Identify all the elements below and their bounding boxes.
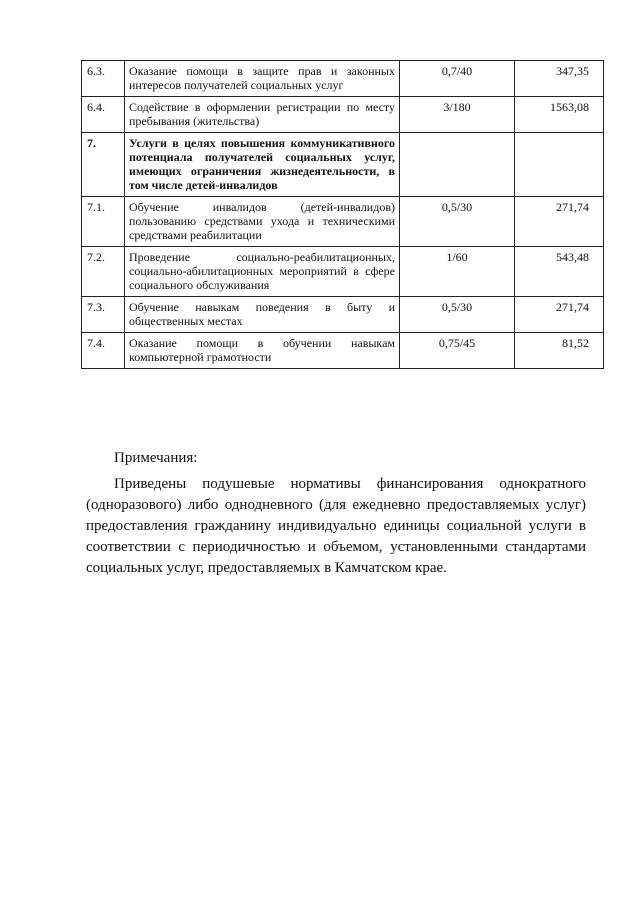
service-norm: 0,7/40 [400, 61, 515, 97]
service-name: Обучение навыкам поведения в быту и общественных местах [125, 297, 400, 333]
services-table [81, 60, 604, 369]
notes-paragraph: Приведены подушевые нормативы финансирования однократного (одноразового) либо однодневного (для ежедневно предоставляемых услуг) предоставления гражданину индивидуально единицы социальной услуги в соответствии с периодичностью и объемом, установленными стандартами социальных услуг, предоставляемых в Камчатском крае. [86, 476, 586, 576]
table-row [82, 297, 604, 333]
service-name: Оказание помощи в защите прав и законных интересов получателей социальных услуг [125, 61, 400, 97]
service-cost: 81,52 [515, 333, 604, 369]
row-number: 6.4. [82, 97, 125, 133]
table-row [82, 61, 604, 97]
service-norm: 0,5/30 [400, 297, 515, 333]
table-row [82, 247, 604, 297]
row-number: 7.1. [82, 197, 125, 247]
service-norm: 0,75/45 [400, 333, 515, 369]
service-cost: 543,48 [515, 247, 604, 297]
service-name: Проведение социально-реабилитационных, социально-абилитационных мероприятий в сфере социального обслуживания [125, 247, 400, 297]
service-norm: 1/60 [400, 247, 515, 297]
service-name: Содействие в оформлении регистрации по месту пребывания (жительства) [125, 97, 400, 133]
section-number: 7. [82, 133, 125, 197]
table-section-row [82, 133, 604, 197]
service-name: Обучение инвалидов (детей-инвалидов) пользованию средствами ухода и техническими средствами реабилитации [125, 197, 400, 247]
table-row [82, 197, 604, 247]
service-norm: 0,5/30 [400, 197, 515, 247]
notes-heading: Примечания: [114, 450, 198, 466]
service-name: Оказание помощи в обучении навыкам компьютерной грамотности [125, 333, 400, 369]
row-number: 6.3. [82, 61, 125, 97]
row-number: 7.2. [82, 247, 125, 297]
row-number: 7.3. [82, 297, 125, 333]
table-row [82, 333, 604, 369]
table-row [82, 97, 604, 133]
service-cost: 347,35 [515, 61, 604, 97]
section-title: Услуги в целях повышения коммуникативного потенциала получателей социальных услуг, имеющих ограничения жизнедеятельности, в том числе детей-инвалидов [125, 133, 400, 197]
service-cost: 271,74 [515, 297, 604, 333]
service-cost: 271,74 [515, 197, 604, 247]
service-cost: 1563,08 [515, 97, 604, 133]
row-number: 7.4. [82, 333, 125, 369]
service-norm: 3/180 [400, 97, 515, 133]
service-cost [515, 133, 604, 197]
service-norm [400, 133, 515, 197]
